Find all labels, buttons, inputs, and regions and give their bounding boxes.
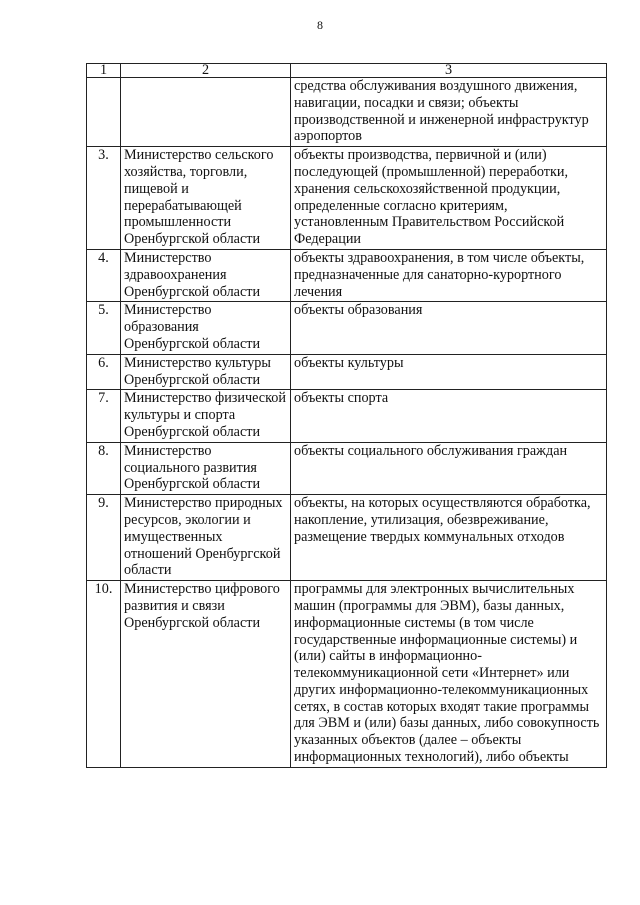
objects-cell: объекты социального обслуживания граждан (291, 442, 607, 494)
objects-cell: программы для электронных вычислительных машин (программы для ЭВМ), базы данных, информационные системы (в том числе государственные информационные системы) и (или) сайты в информационно-телекоммуникационной сети «Интернет» или других информационно-телекоммуникационных сетях, в состав которых входят такие программы для ЭВМ и (или) базы данных, либо совокупность указанных объектов (далее – объекты информационных технологий), либо объекты (291, 581, 607, 768)
row-number (87, 78, 121, 147)
ministry-cell: Министерство цифрового развития и связи Оренбургской области (121, 581, 291, 768)
row-number: 8. (87, 442, 121, 494)
ministry-cell: Министерство здравоохранения Оренбургской области (121, 249, 291, 301)
table-row (87, 442, 607, 494)
table-row (87, 581, 607, 768)
ministry-cell: Министерство образования Оренбургской области (121, 302, 291, 354)
ministries-table (86, 63, 607, 768)
table-row (87, 390, 607, 442)
ministry-cell: Министерство сельского хозяйства, торговли, пищевой и перерабатывающей промышленности Оренбургской области (121, 147, 291, 250)
ministry-cell: Министерство физической культуры и спорта Оренбургской области (121, 390, 291, 442)
row-number: 10. (87, 581, 121, 768)
table-row (87, 354, 607, 390)
table-row (87, 249, 607, 301)
table-row (87, 495, 607, 581)
table-header-row (87, 64, 607, 78)
ministry-cell: Министерство культуры Оренбургской области (121, 354, 291, 390)
ministry-cell (121, 78, 291, 147)
table-row (87, 302, 607, 354)
objects-cell: объекты, на которых осуществляются обработка, накопление, утилизация, обезвреживание, размещение твердых коммунальных отходов (291, 495, 607, 581)
objects-cell: средства обслуживания воздушного движения, навигации, посадки и связи; объекты производственной и инженерной инфраструктур аэропортов (291, 78, 607, 147)
objects-cell: объекты культуры (291, 354, 607, 390)
ministry-cell: Министерство социального развития Оренбургской области (121, 442, 291, 494)
page-number: 8 (317, 18, 323, 32)
ministry-cell: Министерство природных ресурсов, экологии и имущественных отношений Оренбургской области (121, 495, 291, 581)
column-header-2: 2 (121, 64, 291, 78)
objects-cell: объекты образования (291, 302, 607, 354)
table-row (87, 147, 607, 250)
table-row (87, 78, 607, 147)
objects-cell: объекты здравоохранения, в том числе объекты, предназначенные для санаторно-курортного лечения (291, 249, 607, 301)
row-number: 6. (87, 354, 121, 390)
column-header-1: 1 (87, 64, 121, 78)
objects-cell: объекты производства, первичной и (или) последующей (промышленной) переработки, хранения сельскохозяйственной продукции, определенные согласно критериям, установленным Правительством Российской Федерации (291, 147, 607, 250)
row-number: 9. (87, 495, 121, 581)
row-number: 7. (87, 390, 121, 442)
objects-cell: объекты спорта (291, 390, 607, 442)
row-number: 3. (87, 147, 121, 250)
row-number: 5. (87, 302, 121, 354)
row-number: 4. (87, 249, 121, 301)
column-header-3: 3 (291, 64, 607, 78)
